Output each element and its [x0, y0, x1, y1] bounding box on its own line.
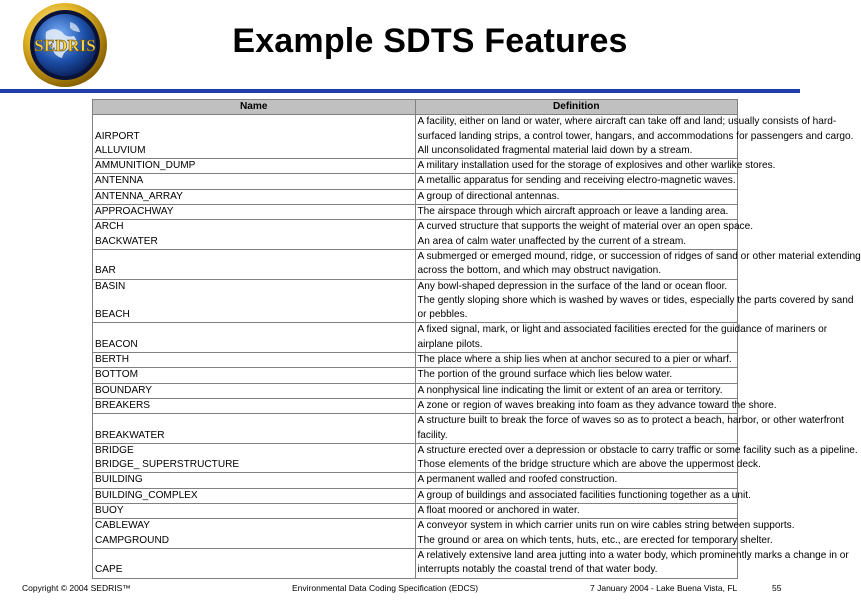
feature-name: BACKWATER	[95, 235, 158, 247]
feature-name-cell	[93, 323, 416, 353]
feature-definition-cell	[415, 473, 738, 488]
feature-name-cell	[93, 189, 416, 204]
table-row	[93, 205, 738, 220]
feature-name: BREAKERS	[95, 399, 150, 411]
feature-definition: A nonphysical line indicating the limit or extent of an area or territory.	[417, 384, 723, 396]
table-row	[93, 220, 738, 250]
feature-definition: The gently sloping shore which is washed by waves or tides, especially the parts covered by sand	[417, 294, 854, 306]
feature-definition-cell	[415, 488, 751, 503]
table-row	[93, 353, 738, 368]
feature-name: BEACON	[95, 338, 138, 350]
feature-name	[95, 115, 413, 129]
feature-name-cell	[93, 473, 416, 488]
feature-name: BREAKWATER	[95, 429, 165, 441]
feature-name-cell	[93, 249, 416, 279]
feature-definition: airplane pilots.	[417, 338, 483, 350]
table-row	[93, 115, 738, 159]
footer-date-location: 7 January 2004 - Lake Buena Vista, FL	[590, 583, 738, 593]
feature-definition-cell	[415, 548, 849, 578]
feature-definition: A curved structure that supports the weight of material over an open space.	[417, 221, 754, 233]
footer-spec-name: Environmental Data Coding Specification (EDCS)	[292, 583, 479, 593]
table-row	[93, 189, 738, 204]
table-row	[93, 323, 738, 353]
feature-definition: A fixed signal, mark, or light and associated facilities erected for the guidance of mariners or	[417, 324, 828, 336]
feature-definition: or pebbles.	[417, 309, 468, 321]
feature-name: BERTH	[95, 354, 130, 366]
feature-name-cell	[93, 279, 416, 323]
feature-name: CAPE	[95, 564, 123, 576]
slide-title: Example SDTS Features	[232, 22, 628, 60]
feature-definition: The ground or area on which tents, huts, etc., are erected for temporary shelter.	[417, 534, 773, 546]
feature-definition-cell	[415, 368, 738, 383]
feature-definition: A zone or region of waves breaking into foam as they advance toward the shore.	[417, 399, 777, 411]
feature-definition-cell	[415, 159, 776, 174]
feature-definition: All unconsolidated fragmental material laid down by a stream.	[417, 144, 693, 156]
sedris-logo	[22, 2, 108, 88]
feature-name: CAMPGROUND	[95, 534, 170, 546]
feature-name-cell	[93, 398, 416, 413]
table-row	[93, 519, 738, 549]
feature-definition: Those elements of the bridge structure which are above the uppermost deck.	[417, 459, 761, 471]
column-header-definition: Definition	[415, 100, 738, 115]
feature-name-cell	[93, 115, 416, 159]
feature-name: APPROACHWAY	[95, 206, 174, 218]
feature-name-cell	[93, 353, 416, 368]
feature-definition: A structure built to break the force of waves so as to protect a beach, harbor, or other waterfront	[417, 415, 844, 427]
logo-text: SEDRIS	[34, 36, 96, 55]
feature-name: BUOY	[95, 505, 124, 517]
feature-definition: The airspace through which aircraft approach or leave a landing area.	[417, 206, 729, 218]
feature-name-cell	[93, 443, 416, 473]
features-table-container	[92, 99, 861, 579]
table-row	[93, 488, 738, 503]
feature-definition: A relatively extensive land area jutting into a water body, which prominently marks a change in or	[417, 549, 849, 561]
feature-name: BOTTOM	[95, 369, 138, 381]
feature-name	[95, 294, 413, 308]
feature-definition-cell	[415, 249, 861, 279]
feature-name: ALLUVIUM	[95, 144, 146, 156]
feature-name: BOUNDARY	[95, 384, 153, 396]
table-row	[93, 174, 738, 189]
feature-name	[95, 414, 413, 428]
feature-name: CABLEWAY	[95, 520, 150, 532]
feature-name-cell	[93, 548, 416, 578]
table-row	[93, 443, 738, 473]
feature-definition: surfaced landing strips, a control tower, hangars, and accommodations for passengers and cargo.	[417, 130, 854, 142]
feature-definition-cell	[415, 414, 844, 444]
features-table	[92, 99, 861, 579]
table-row	[93, 279, 738, 323]
feature-definition: facility.	[417, 429, 448, 441]
table-row	[93, 414, 738, 444]
feature-definition: A float moored or anchored in water.	[417, 505, 580, 517]
feature-name: ARCH	[95, 221, 124, 233]
feature-definition: A group of directional antennas.	[417, 190, 560, 202]
feature-definition: The portion of the ground surface which lies below water.	[417, 369, 673, 381]
table-row	[93, 368, 738, 383]
feature-definition-cell	[415, 398, 777, 413]
title-divider	[0, 89, 800, 93]
feature-definition: A conveyor system in which carrier units run on wire cables string between supports.	[417, 520, 795, 532]
footer-copyright: Copyright © 2004 SEDRIS™	[22, 583, 131, 593]
feature-definition: interrupts notably the coastal trend of that water body.	[417, 564, 658, 576]
feature-name-cell	[93, 174, 416, 189]
feature-definition: The place where a ship lies when at anchor secured to a pier or wharf.	[417, 354, 732, 366]
feature-name: BUILDING_COMPLEX	[95, 489, 198, 501]
feature-definition-cell	[415, 174, 738, 189]
feature-name: ANTENNA_ARRAY	[95, 190, 183, 202]
footer-page-number: 55	[772, 583, 782, 593]
feature-definition-cell	[415, 443, 858, 473]
table-row	[93, 548, 738, 578]
feature-definition: A group of buildings and associated facilities functioning together as a unit.	[417, 489, 751, 501]
feature-definition-cell	[415, 205, 738, 220]
feature-name-cell	[93, 220, 416, 250]
feature-name-cell	[93, 488, 416, 503]
feature-name-cell	[93, 414, 416, 444]
table-row	[93, 159, 738, 174]
feature-name: AIRPORT	[95, 130, 140, 142]
feature-definition: Any bowl-shaped depression in the surface of the land or ocean floor.	[417, 280, 728, 292]
feature-name: BRIDGE_ SUPERSTRUCTURE	[95, 459, 240, 471]
feature-name: BUILDING	[95, 474, 143, 486]
table-row	[93, 473, 738, 488]
feature-name: AMMUNITION_DUMP	[95, 160, 196, 172]
feature-definition-cell	[415, 504, 738, 519]
feature-definition: An area of calm water unaffected by the current of a stream.	[417, 235, 687, 247]
feature-definition-cell	[415, 383, 738, 398]
feature-name-cell	[93, 504, 416, 519]
feature-name	[95, 250, 413, 264]
feature-name: BRIDGE	[95, 444, 134, 456]
feature-name-cell	[93, 383, 416, 398]
feature-name-cell	[93, 519, 416, 549]
feature-name-cell	[93, 368, 416, 383]
feature-name	[95, 323, 413, 337]
feature-definition-cell	[415, 323, 828, 353]
feature-definition-cell	[415, 353, 738, 368]
feature-name	[95, 549, 413, 563]
table-row	[93, 398, 738, 413]
feature-definition-cell	[415, 220, 754, 250]
feature-definition: A permanent walled and roofed construction.	[417, 474, 618, 486]
feature-name-cell	[93, 205, 416, 220]
feature-definition: A facility, either on land or water, where aircraft can take off and land; usually consists of hard-	[417, 116, 837, 128]
feature-name: BASIN	[95, 280, 126, 292]
feature-name: ANTENNA	[95, 175, 144, 187]
table-row	[93, 249, 738, 279]
feature-definition-cell	[415, 519, 795, 549]
table-row	[93, 504, 738, 519]
feature-name: BEACH	[95, 309, 130, 321]
feature-definition: across the bottom, and which may obstruct navigation.	[417, 265, 661, 277]
feature-name: BAR	[95, 265, 116, 277]
feature-definition: A metallic apparatus for sending and receiving electro-magnetic waves.	[417, 175, 736, 187]
feature-definition: A submerged or emerged mound, ridge, or succession of ridges of sand or other material extending	[417, 250, 861, 262]
feature-definition: A military installation used for the storage of explosives and other warlike stores.	[417, 160, 776, 172]
feature-definition-cell	[415, 115, 854, 159]
column-header-name: Name	[93, 100, 416, 115]
feature-definition-cell	[415, 189, 738, 204]
feature-name-cell	[93, 159, 416, 174]
feature-definition-cell	[415, 279, 854, 323]
table-row	[93, 383, 738, 398]
feature-definition: A structure erected over a depression or obstacle to carry traffic or some facility such as a pipeline.	[417, 444, 858, 456]
